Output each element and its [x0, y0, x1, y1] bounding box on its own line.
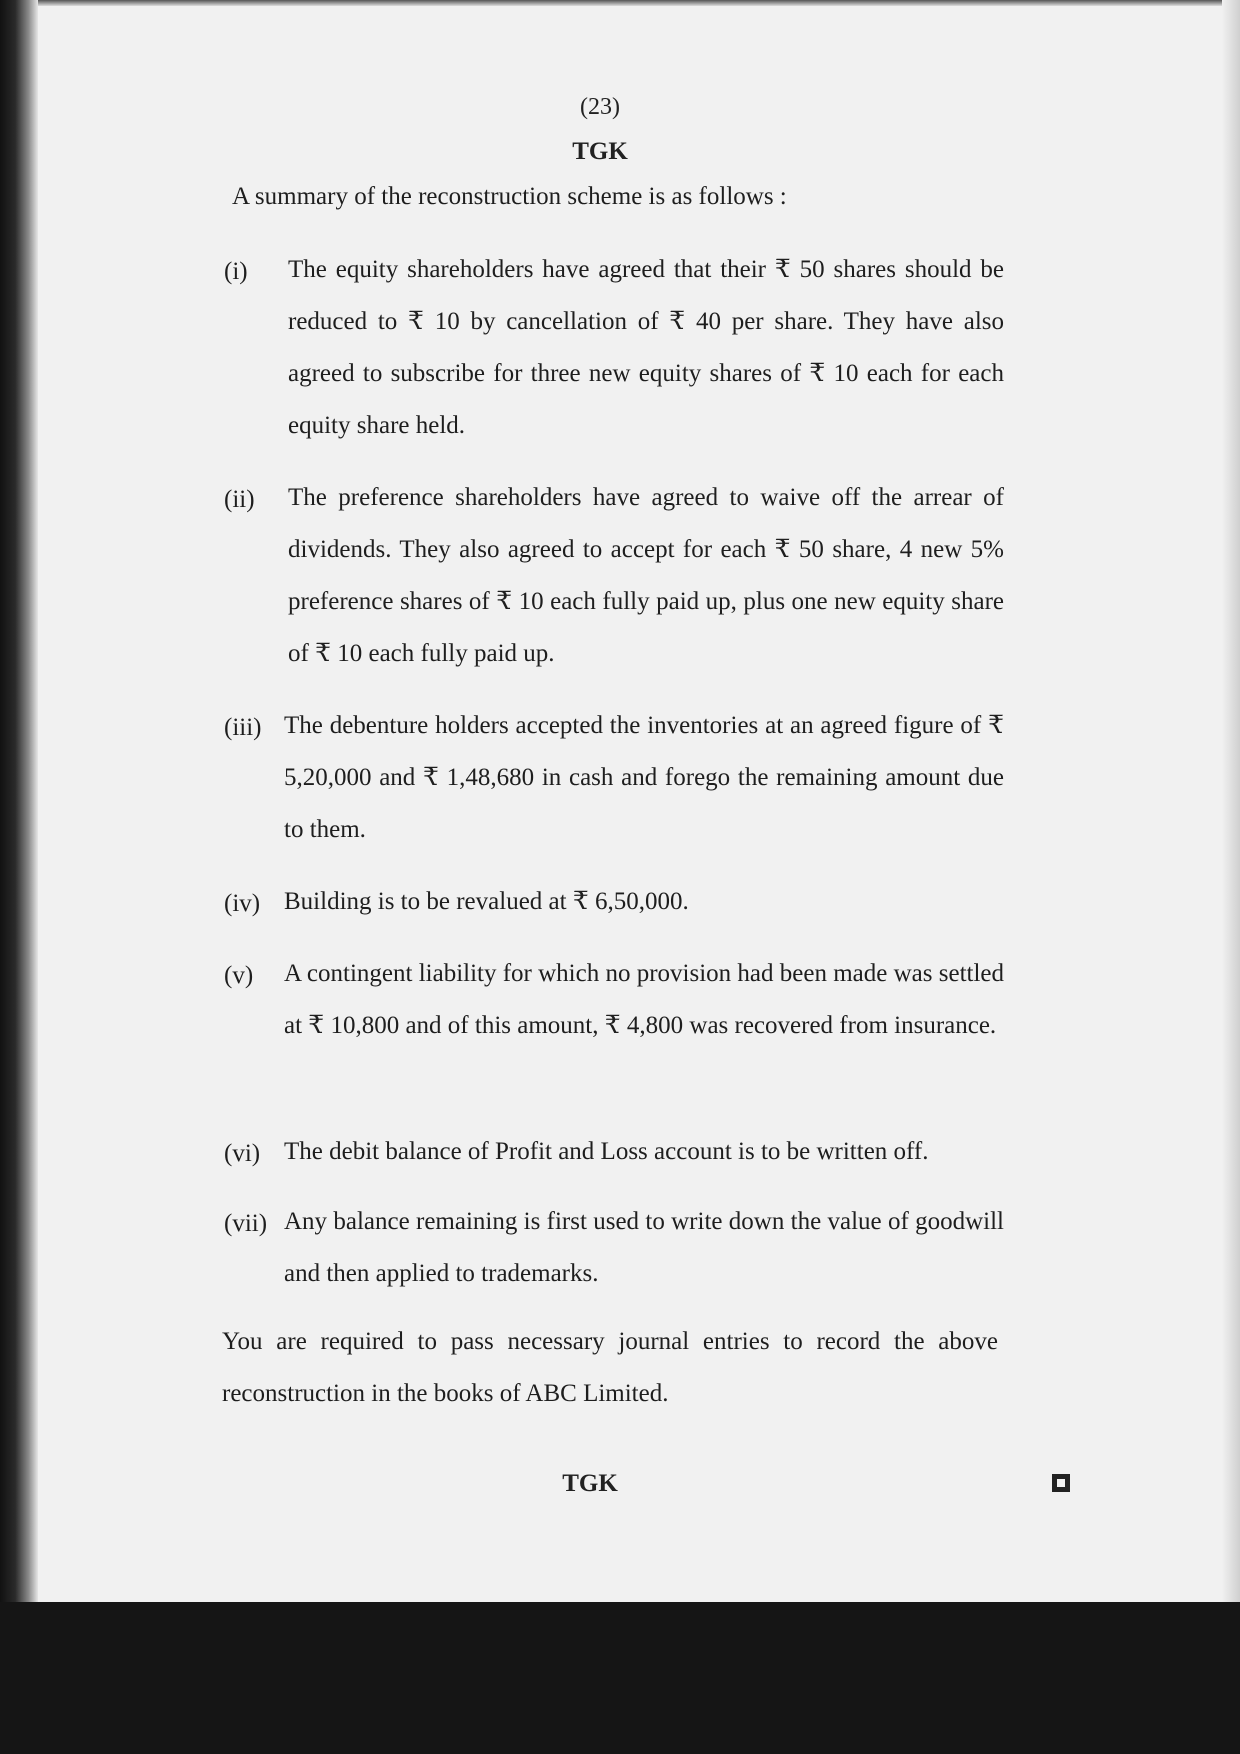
page-number: (23): [580, 94, 620, 120]
page-top-edge: [38, 0, 1240, 6]
list-item-text: The debenture holders accepted the inventories at an agreed figure of ₹ 5,20,000 and ₹ 1,48,680 in cash and forego the remaining amount due to them.: [284, 712, 1004, 843]
header-code: TGK: [572, 138, 628, 165]
list-item-text: A contingent liability for which no provision had been made was settled at ₹ 10,800 and of this amount, ₹ 4,800 was recovered from insurance.: [284, 960, 1004, 1039]
list-item-number: (iv): [224, 890, 261, 917]
list-item-text: Building is to be revalued at ₹ 6,50,000.: [284, 888, 689, 915]
list-item-number: (vi): [224, 1140, 261, 1167]
list-item-text: The preference shareholders have agreed to waive off the arrear of dividends. They also agreed to accept for each ₹ 50 share, 4 new 5% preference shares of ₹ 10 each fully paid up, plus one new equity share of ₹ 10 each fully paid up.: [288, 484, 1004, 667]
square-marker-icon: [1052, 1474, 1070, 1492]
list-item-text: The debit balance of Profit and Loss account is to be written off.: [284, 1138, 929, 1165]
list-item-text: Any balance remaining is first used to write down the value of goodwill and then applied to trademarks.: [284, 1208, 1004, 1287]
page-binding-shadow: [0, 0, 38, 1602]
list-item-number: (iii): [224, 714, 262, 741]
list-item-number: (vii): [224, 1210, 268, 1237]
list-item-text: The equity shareholders have agreed that their ₹ 50 shares should be reduced to ₹ 10 by cancellation of ₹ 40 per share. They have also agreed to subscribe for three new equity shares of ₹ 10 each for each equity share held.: [288, 256, 1004, 439]
closing-instruction: You are required to pass necessary journal entries to record the above reconstruction in the books of ABC Limited.: [222, 1328, 998, 1407]
page-right-shadow: [1222, 0, 1240, 1602]
list-item-number: (v): [224, 962, 254, 989]
list-item-number: (i): [224, 258, 248, 285]
intro-text: A summary of the reconstruction scheme is as follows :: [232, 183, 787, 210]
footer-code: TGK: [562, 1470, 618, 1497]
list-item-number: (ii): [224, 486, 255, 513]
scan-background: [0, 1602, 1240, 1754]
